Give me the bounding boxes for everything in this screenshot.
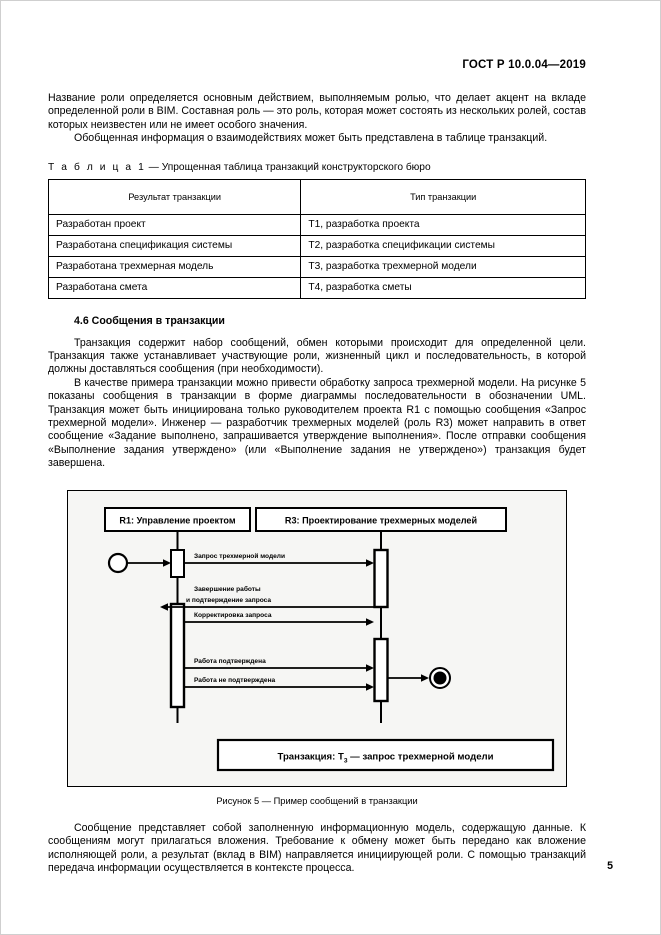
uml-sequence-diagram-svg <box>68 491 566 786</box>
message-2-arrow-head-icon <box>160 603 168 611</box>
page-number: 5 <box>607 860 613 872</box>
activation-bar-r1-second <box>171 604 184 707</box>
page-content <box>48 59 586 875</box>
table-cell-type: Т4, разработка сметы <box>301 277 586 298</box>
paragraph-role-definition: Название роли определяется основным действием, выполняемым ролью, что делает акцент на вкладе определенной роли в BIM. Составная роль — это роль, которая может состоять из нескольких ролей, состав которых неизвестен или не имеет особого значения. <box>48 92 586 131</box>
message-2 <box>160 585 374 611</box>
paragraph-transaction-messages: Транзакция содержит набор сообщений, обмен которыми происходит для определенной цели. Транзакция также устанавливает участвующие роли, жизненный цикл и последовательность, в которой должны доставляться сообщения (при необходимости). <box>48 336 586 376</box>
table-row <box>49 214 586 235</box>
message-1 <box>184 552 374 567</box>
lifeline-label-r3: R3: Проектирование трехмерных моделей <box>284 515 478 526</box>
table-caption <box>48 162 586 173</box>
table-cell-result: Разработан проект <box>49 214 301 235</box>
message-2-label-line2: и подтверждение запроса <box>186 596 272 604</box>
table-column-header-type: Тип транзакции <box>301 179 586 214</box>
table-cell-result: Разработана трехмерная модель <box>49 256 301 277</box>
message-3-arrow-head-icon <box>366 618 374 626</box>
figure-5 <box>48 490 586 806</box>
paragraph-transaction-example: В качестве примера транзакции можно привести обработку запроса трехмерной модели. На рисунке 5 показаны сообщения в транзакции в форме диаграммы последовательности в обозначении UML. Транзакция может быть инициирована только руководителем проекта R1 с помощью сообщения «Запрос трехмерной модели». Инженер — разработчик трехмерных моделей (роль R3) может направить в ответ сообщение «Задание выполнено, запрашивается утверждение выполнения». После отправки сообщения «Выполнение задания утверждено» (или «Выполнение задания не утверждено») транзакция будет завершена. <box>48 376 586 470</box>
transaction-note-suffix: — запрос трехмерной модели <box>347 751 494 763</box>
message-5 <box>184 676 374 691</box>
paragraph-message-description: Сообщение представляет собой заполненную информационную модель, содержащую данные. К сообщениям могут прилагаться вложения. Требование к обмену может быть передано как вложение исполняющей роли, а результат (вклад в BIM) направляется инициирующей роли. С помощью транзакций передача информации осуществляется в контексте процесса. <box>48 821 586 874</box>
transactions-table <box>48 179 586 299</box>
transaction-note-box <box>218 740 553 770</box>
start-node-icon <box>109 554 127 572</box>
lifeline-head-r3 <box>256 508 506 531</box>
table-row <box>49 256 586 277</box>
table-caption-dash: — <box>145 161 162 173</box>
table-cell-type: Т2, разработка спецификации системы <box>301 235 586 256</box>
table-cell-result: Разработана смета <box>49 277 301 298</box>
start-arrow-head-icon <box>163 559 171 567</box>
lifeline-head-r1 <box>105 508 250 531</box>
table-cell-type: Т1, разработка проекта <box>301 214 586 235</box>
message-2-label-line1: Завершение работы <box>194 585 261 593</box>
activation-bar-r3-second <box>375 639 388 701</box>
message-4-arrow-head-icon <box>366 664 374 672</box>
transaction-note-subscript: 3 <box>343 757 348 765</box>
section-heading-4-6: 4.6 Сообщения в транзакции <box>74 314 225 327</box>
table-cell-type: Т3, разработка трехмерной модели <box>301 256 586 277</box>
table-header-row <box>49 179 586 214</box>
activation-bar-r3-first <box>375 550 388 607</box>
message-5-label: Работа не подтверждена <box>194 676 276 684</box>
message-3 <box>184 612 374 626</box>
message-5-arrow-head-icon <box>366 683 374 691</box>
message-4-label: Работа подтверждена <box>194 657 266 665</box>
table-caption-text: Упрощенная таблица транзакций конструкторского бюро <box>161 161 431 173</box>
table-row <box>49 277 586 298</box>
message-1-label: Запрос трехмерной модели <box>194 552 286 560</box>
figure-caption: Рисунок 5 — Пример сообщений в транзакции <box>216 795 418 806</box>
table-column-header-result: Результат транзакции <box>49 179 301 214</box>
transaction-note-prefix: Транзакция: T <box>277 751 344 763</box>
table-cell-result: Разработана спецификация системы <box>49 235 301 256</box>
end-node-inner-icon <box>434 671 447 684</box>
paragraph-generalized-info: Обобщенная информация о взаимодействиях может быть представлена в таблице транзакций. <box>74 132 548 145</box>
table-row <box>49 235 586 256</box>
activation-bar-r1-first <box>171 550 184 577</box>
uml-sequence-diagram <box>67 490 567 787</box>
document-standard-header: ГОСТ Р 10.0.04—2019 <box>462 59 586 71</box>
message-1-arrow-head-icon <box>366 559 374 567</box>
end-arrow-head-icon <box>421 674 429 682</box>
message-4 <box>184 657 374 672</box>
lifeline-label-r1: R1: Управление проектом <box>119 515 236 526</box>
message-3-label: Корректировка запроса <box>194 611 272 619</box>
table-caption-label: Т а б л и ц а 1 <box>48 161 146 173</box>
